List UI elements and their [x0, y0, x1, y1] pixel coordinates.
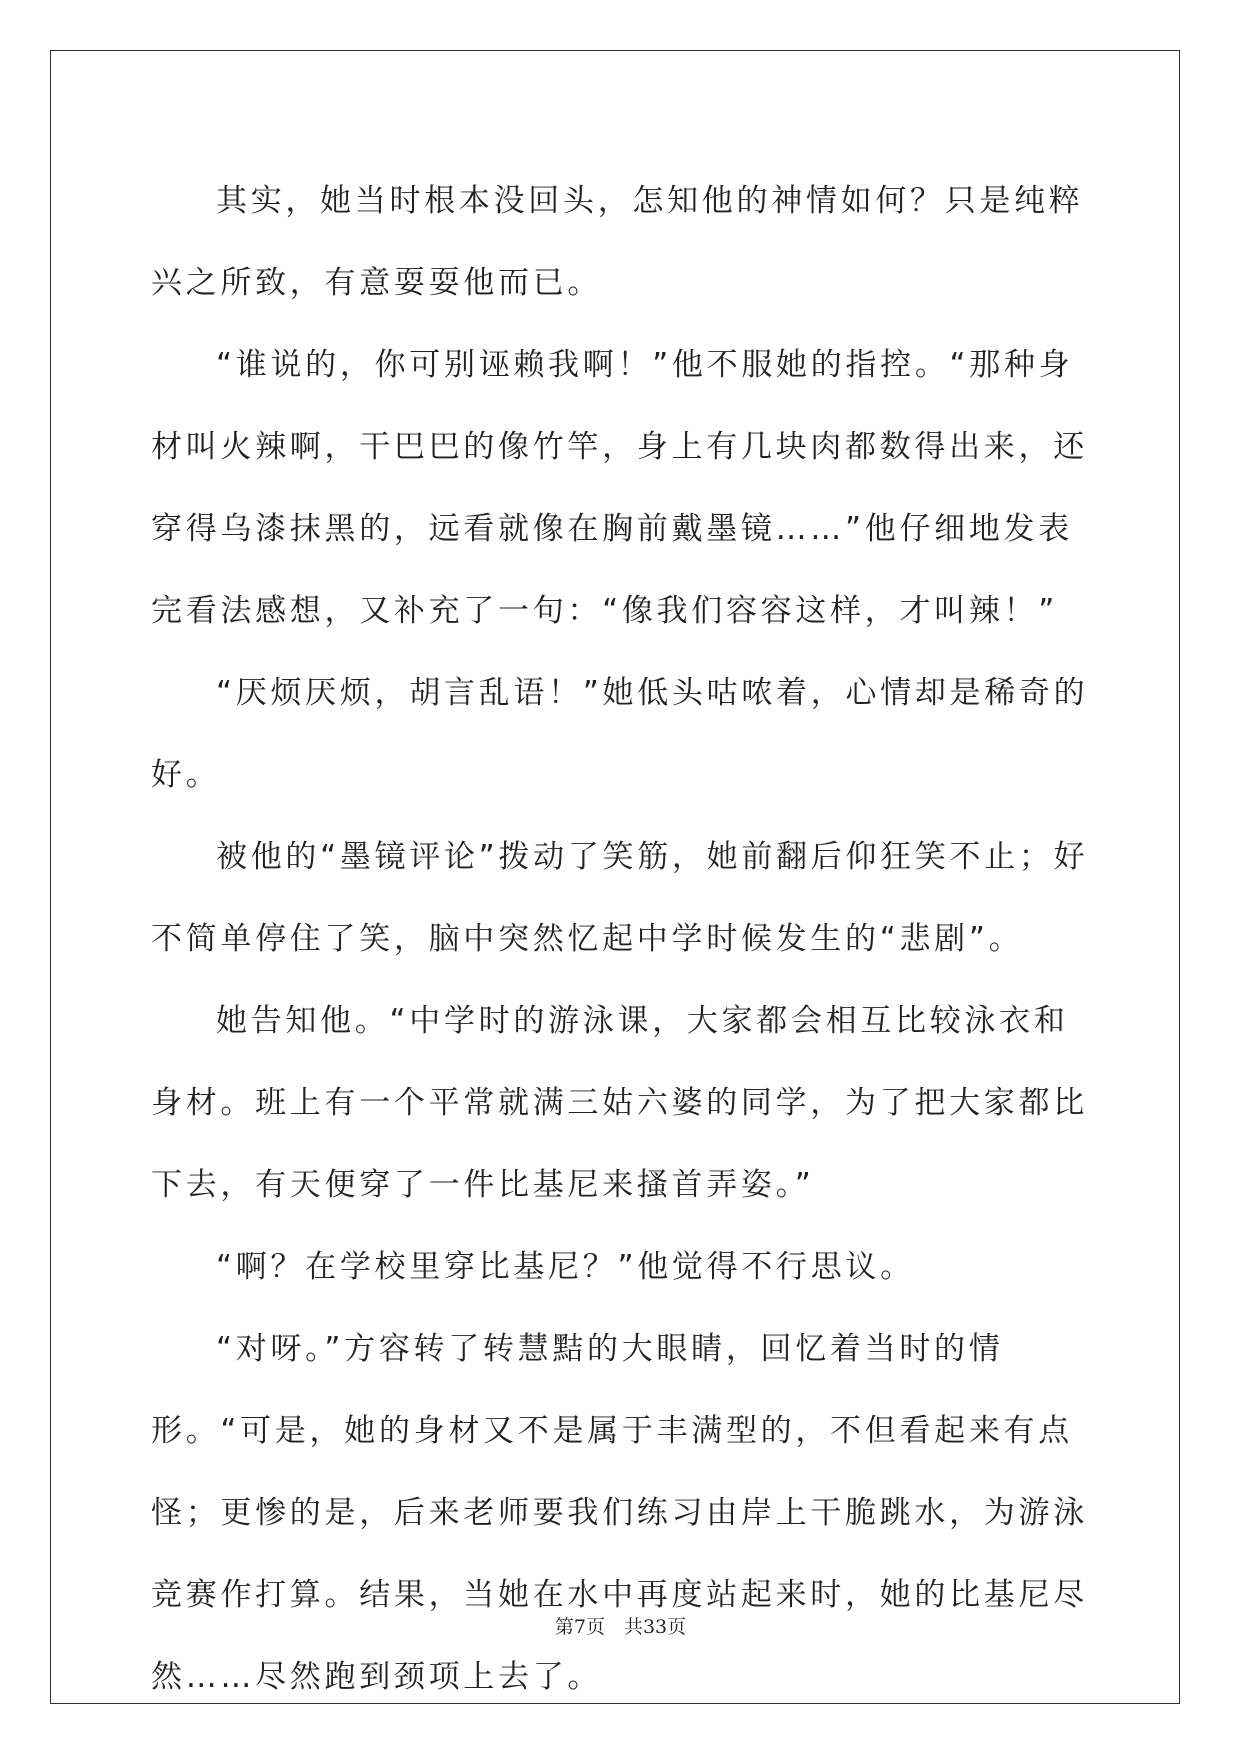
page-number-footer: 第7页 共33页	[554, 1616, 687, 1638]
paragraph: 被他的“墨镜评论”拨动了笑筋，她前翻后仰狂笑不止；好不简单停住了笑，脑中突然忆起中学时候发生的“悲剧”。	[151, 839, 1089, 957]
paragraph: “啊？在学校里穿比基尼？”他觉得不行思议。	[216, 1249, 915, 1285]
paragraph: 她告知他。“中学时的游泳课，大家都会相互比较泳衣和身材。班上有一个平常就满三姑六婆的同学，为了把大家都比下去，有天便穿了一件比基尼来搔首弄姿。”	[151, 1003, 1088, 1203]
document-body	[151, 160, 1091, 1718]
paragraph: “谁说的，你可别诬赖我啊！”他不服她的指控。“那种身材叫火辣啊，干巴巴的像竹竿，身上有几块肉都数得出来，还穿得乌漆抹黑的，远看就像在胸前戴墨镜……”他仔细地发表完看法感想，又补充了一句：“像我们容容这样，才叫辣！”	[151, 347, 1088, 629]
paragraph: 其实，她当时根本没回头，怎知他的神情如何？只是纯粹兴之所致，有意耍耍他而已。	[151, 183, 1084, 301]
paragraph: “厌烦厌烦，胡言乱语！”她低头咕哝着，心情却是稀奇的好。	[151, 675, 1089, 793]
paragraph: “对呀。”方容转了转慧黠的大眼睛，回忆着当时的情形。“可是，她的身材又不是属于丰满型的，不但看起来有点怪；更惨的是，后来老师要我们练习由岸上干脆跳水，为游泳竞赛作打算。结果，当她在水中再度站起来时，她的比基尼尽然……尽然跑到颈项上去了。	[151, 1331, 1088, 1695]
